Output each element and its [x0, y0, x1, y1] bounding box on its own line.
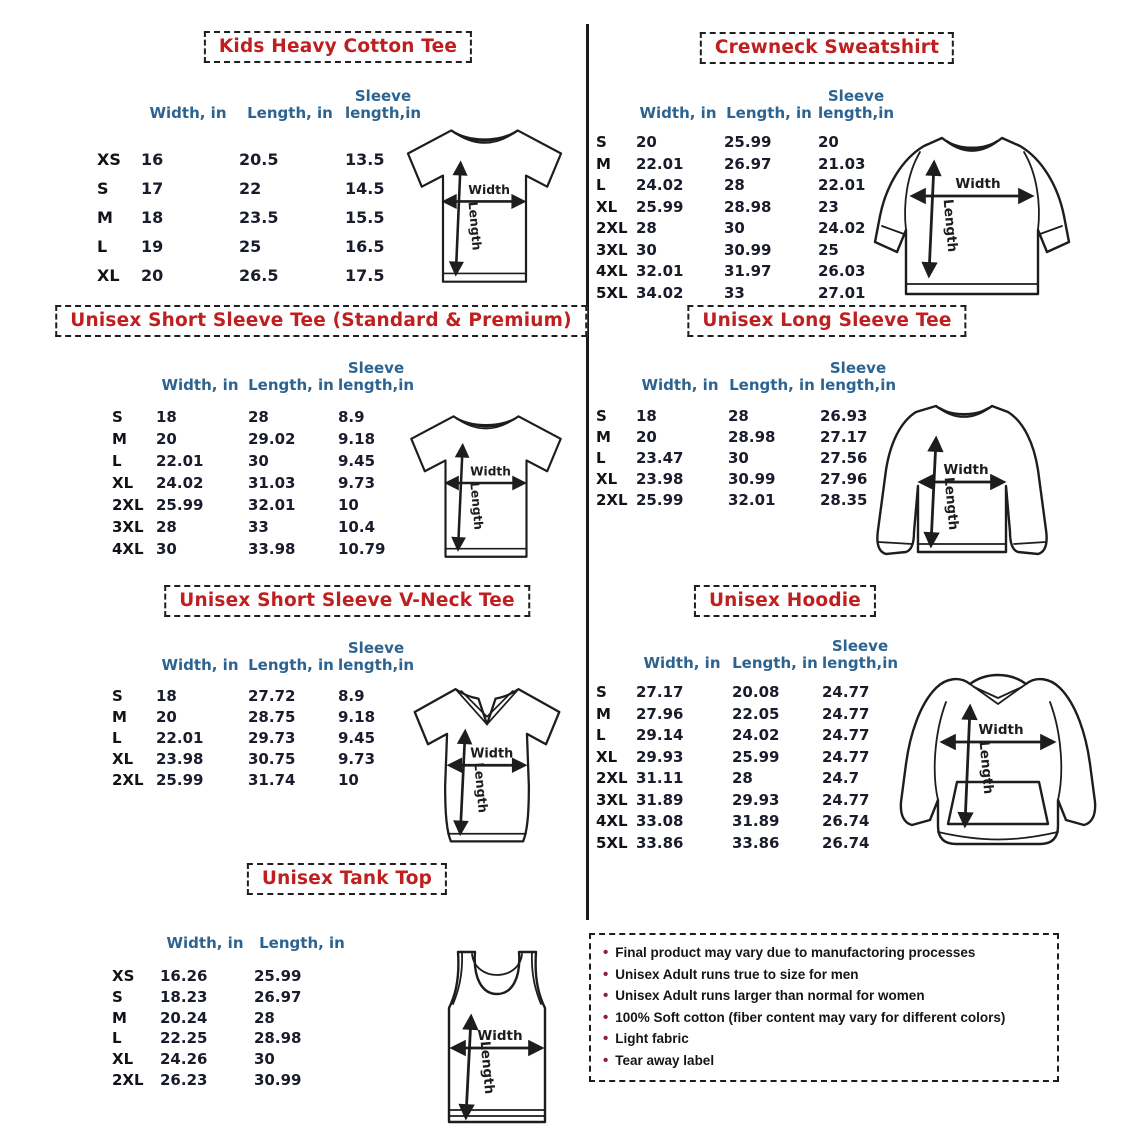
length-arrow-label: Length [465, 200, 485, 251]
size-value: 25.99 [724, 133, 772, 151]
note-text: Tear away label [615, 1052, 715, 1068]
size-value: 17 [141, 179, 164, 198]
section-title: Unisex Long Sleeve Tee [687, 305, 966, 337]
size-value: 29.93 [636, 747, 684, 766]
size-value: 29.93 [732, 790, 780, 809]
column-header: Length, in [726, 104, 812, 122]
size-value: 18.23 [160, 987, 208, 1006]
size-label: XS [97, 150, 121, 169]
size-value: 31.89 [636, 790, 684, 809]
width-arrow-label: Width [477, 1028, 523, 1044]
header-gap [108, 676, 416, 686]
hoodie-illustration [882, 658, 1114, 860]
size-value: 24.77 [822, 704, 870, 723]
size-value: 25.99 [156, 496, 204, 514]
size-label: S [97, 179, 109, 198]
column-header: Sleeve length,in [337, 359, 415, 394]
tee-illustration [396, 400, 576, 565]
column-header: Sleeve length,in [344, 87, 422, 122]
size-value: 20 [141, 266, 164, 285]
size-label: 2XL [112, 1070, 144, 1089]
column-header: Sleeve length,in [821, 637, 899, 672]
size-value: 22.01 [156, 729, 204, 747]
size-value: 20 [818, 133, 839, 151]
size-value: 31.89 [732, 812, 780, 830]
size-value: 24.02 [732, 726, 780, 744]
size-value: 26.03 [818, 262, 866, 280]
size-value: 33.98 [248, 540, 296, 558]
size-label: M [596, 428, 611, 446]
size-value: 33.86 [636, 833, 684, 852]
note-item [603, 1029, 1047, 1050]
tank-top-illustration [418, 946, 576, 1124]
size-value: 14.5 [345, 179, 385, 198]
corner-cell [93, 82, 139, 124]
header-gap [108, 954, 352, 966]
column-header: Width, in [161, 656, 239, 674]
size-value: 23.98 [636, 470, 684, 488]
section-title: Unisex Short Sleeve Tee (Standard & Premium) [55, 305, 587, 337]
size-value: 13.5 [345, 150, 385, 169]
size-value: 24.7 [822, 769, 860, 787]
size-label: 3XL [596, 790, 628, 809]
size-value: 25 [818, 240, 839, 259]
size-value: 31.74 [248, 771, 296, 789]
length-arrow-label: Length [470, 761, 490, 814]
size-value: 30 [724, 219, 745, 237]
note-text: Unisex Adult runs true to size for men [615, 966, 859, 982]
size-value: 18 [636, 407, 657, 425]
size-value: 27.56 [820, 449, 868, 467]
size-label: L [97, 237, 108, 256]
size-value: 24.77 [822, 747, 870, 766]
garment-outline [411, 416, 560, 556]
size-value: 10.79 [338, 540, 386, 558]
size-label: S [112, 408, 123, 426]
center-divider-line [586, 24, 589, 920]
size-label: L [596, 176, 606, 194]
corner-cell [592, 630, 634, 674]
garment-outline [408, 130, 561, 281]
size-value: 10 [338, 771, 359, 789]
length-arrow-label: Length [476, 1040, 498, 1095]
size-label: M [596, 704, 611, 723]
size-value: 15.5 [345, 208, 385, 227]
size-value: 27.17 [636, 683, 684, 701]
size-value: 16.5 [345, 237, 385, 256]
size-value: 22 [239, 179, 262, 198]
size-value: 28 [156, 518, 177, 536]
bullet-icon: • [603, 965, 609, 983]
size-label: M [112, 708, 127, 726]
column-header: Width, in [641, 376, 719, 394]
note-item [603, 943, 1047, 964]
corner-cell [108, 910, 158, 954]
size-value: 9.73 [338, 750, 376, 768]
length-arrow-label: Length [940, 476, 962, 531]
size-value: 26.97 [254, 987, 302, 1006]
size-value: 24.02 [818, 219, 866, 237]
size-label: 3XL [596, 240, 628, 259]
width-arrow-label: Width [468, 182, 510, 198]
section-title: Unisex Short Sleeve V-Neck Tee [164, 585, 530, 617]
size-label: 5XL [596, 833, 628, 852]
size-label: XL [112, 474, 134, 492]
product-notes-box [589, 933, 1059, 1082]
note-text: Final product may vary due to manufactoring processes [615, 945, 976, 960]
width-arrow-label: Width [955, 176, 1001, 192]
column-header: Width, in [639, 104, 717, 122]
size-value: 27.17 [820, 428, 868, 446]
size-label: L [596, 726, 606, 744]
length-arrow-label: Length [939, 198, 961, 253]
size-value: 9.18 [338, 430, 376, 448]
width-arrow-label: Width [978, 722, 1024, 738]
crewneck-illustration [862, 126, 1082, 304]
size-value: 26.5 [239, 266, 279, 285]
size-value: 16 [141, 150, 164, 169]
size-value: 17.5 [345, 266, 385, 285]
section-title: Unisex Hoodie [694, 585, 876, 617]
size-value: 26.23 [160, 1070, 208, 1089]
size-value: 25.99 [636, 491, 684, 509]
size-value: 30.75 [248, 750, 296, 768]
corner-cell [108, 352, 154, 396]
size-value: 34.02 [636, 283, 684, 302]
size-value: 26.93 [820, 407, 868, 425]
column-header: Width, in [149, 104, 227, 122]
header-gap [93, 124, 423, 145]
size-value: 30 [254, 1050, 275, 1069]
size-value: 24.02 [636, 176, 684, 194]
size-label: 4XL [596, 812, 628, 830]
size-label: S [596, 407, 607, 425]
size-label: XL [112, 750, 134, 768]
size-label: S [112, 987, 123, 1006]
size-value: 25 [239, 237, 262, 256]
size-value: 22.01 [818, 176, 866, 194]
note-item [603, 986, 1047, 1007]
size-value: 28.98 [728, 428, 776, 446]
note-text: 100% Soft cotton (fiber content may vary for different colors) [615, 1009, 1006, 1025]
size-value: 9.73 [338, 474, 376, 492]
note-item [603, 1008, 1047, 1029]
bullet-icon: • [603, 944, 609, 961]
garment-outline [901, 675, 1095, 844]
size-label: L [112, 729, 122, 747]
size-label: S [596, 133, 607, 151]
size-value: 33 [248, 518, 269, 536]
size-value: 30 [248, 452, 269, 470]
size-value: 9.45 [338, 729, 376, 747]
width-arrow-label: Width [943, 462, 989, 478]
size-value: 31.11 [636, 769, 684, 787]
section-title: Kids Heavy Cotton Tee [204, 31, 472, 63]
size-value: 27.96 [820, 470, 868, 488]
size-label: XL [596, 747, 618, 766]
size-value: 25.99 [156, 771, 204, 789]
size-value: 18 [156, 687, 177, 705]
size-value: 25.99 [732, 747, 780, 766]
size-label: 2XL [112, 771, 144, 789]
header-gap [108, 396, 416, 406]
size-value: 28 [248, 408, 269, 426]
size-label: XL [97, 266, 120, 285]
size-value: 10 [338, 496, 359, 514]
size-label: M [97, 208, 113, 227]
size-value: 26.97 [724, 154, 772, 173]
size-value: 23.5 [239, 208, 279, 227]
size-value: 18 [156, 408, 177, 426]
size-label: XL [596, 470, 618, 488]
size-value: 28.75 [248, 708, 296, 726]
garment-outline [875, 138, 1069, 294]
size-value: 23.98 [156, 750, 204, 768]
column-header: Length, in [732, 654, 818, 672]
size-table [592, 80, 896, 304]
size-value: 26.74 [822, 812, 870, 830]
size-value: 16.26 [160, 967, 208, 985]
size-value: 33.86 [732, 833, 780, 852]
size-value: 8.9 [338, 408, 365, 426]
bullet-icon: • [603, 1051, 609, 1069]
size-value: 22.01 [156, 452, 204, 470]
column-header: Sleeve length,in [819, 359, 897, 394]
size-value: 32.01 [248, 496, 296, 514]
size-label: 4XL [596, 262, 628, 280]
size-value: 24.26 [160, 1050, 208, 1069]
size-value: 29.73 [248, 729, 296, 747]
size-label: 5XL [596, 283, 628, 302]
size-value: 26.74 [822, 833, 870, 852]
header-gap [592, 674, 900, 682]
size-value: 10.4 [338, 518, 376, 536]
bullet-icon: • [603, 1008, 609, 1026]
section-title: Unisex Tank Top [247, 863, 447, 895]
size-value: 30.99 [728, 470, 776, 488]
column-header: Length, in [248, 656, 334, 674]
size-table [108, 632, 416, 791]
size-label: M [596, 154, 611, 173]
size-value: 21.03 [818, 154, 866, 173]
size-value: 30.99 [724, 240, 772, 259]
size-value: 8.9 [338, 687, 365, 705]
size-value: 24.77 [822, 726, 870, 744]
size-table [108, 352, 416, 560]
size-label: 4XL [112, 540, 144, 558]
size-label: L [596, 449, 606, 467]
size-label: S [112, 687, 123, 705]
corner-cell [592, 80, 634, 124]
long-sleeve-tee-illustration [852, 396, 1080, 568]
size-label: 3XL [112, 518, 144, 536]
size-label: XL [596, 197, 618, 216]
size-value: 28 [732, 769, 753, 787]
size-value: 18 [141, 208, 164, 227]
column-header: Width, in [643, 654, 721, 672]
garment-outline [877, 406, 1046, 554]
corner-cell [108, 632, 154, 676]
size-label: 2XL [596, 491, 628, 509]
size-value: 31.03 [248, 474, 296, 492]
bullet-icon: • [603, 1030, 609, 1047]
size-value: 20 [636, 133, 657, 151]
size-label: 2XL [596, 769, 628, 787]
size-value: 9.45 [338, 452, 376, 470]
size-value: 28 [724, 176, 745, 194]
size-value: 9.18 [338, 708, 376, 726]
column-header: Length, in [259, 934, 345, 952]
size-value: 22.05 [732, 704, 780, 723]
size-label: S [596, 683, 607, 701]
column-header: Length, in [729, 376, 815, 394]
size-table [592, 630, 900, 854]
size-label: XS [112, 967, 135, 985]
width-arrow-label: Width [470, 464, 511, 479]
size-value: 27.72 [248, 687, 296, 705]
length-arrow-label: Length [467, 481, 486, 531]
size-value: 28.98 [254, 1029, 302, 1048]
size-value: 20 [636, 428, 657, 446]
size-value: 22.01 [636, 154, 684, 173]
size-value: 30.99 [254, 1070, 302, 1089]
column-header: Sleeve length,in [337, 639, 415, 674]
size-value: 20 [156, 708, 177, 726]
size-value: 29.02 [248, 430, 296, 448]
size-value: 28 [636, 219, 657, 237]
header-gap [592, 124, 896, 132]
size-label: L [112, 1029, 122, 1048]
size-value: 22.25 [160, 1029, 208, 1048]
size-table [93, 82, 423, 290]
column-header: Length, in [248, 376, 334, 394]
size-value: 27.01 [818, 283, 866, 302]
size-value: 33 [724, 283, 745, 302]
size-label: XL [112, 1050, 134, 1069]
size-value: 30 [156, 540, 177, 558]
size-value: 30 [728, 449, 749, 467]
size-value: 24.77 [822, 790, 870, 809]
size-value: 20.24 [160, 1008, 208, 1027]
note-text: Light fabric [615, 1031, 689, 1046]
size-value: 28.98 [724, 197, 772, 216]
size-value: 20 [156, 430, 177, 448]
corner-cell [592, 352, 634, 396]
size-value: 23.47 [636, 449, 684, 467]
width-arrow-label: Width [470, 746, 514, 762]
size-value: 27.96 [636, 704, 684, 723]
length-arrow-label: Length [975, 740, 997, 795]
note-text: Unisex Adult runs larger than normal for women [615, 988, 925, 1003]
size-value: 33.08 [636, 812, 684, 830]
size-value: 24.02 [156, 474, 204, 492]
size-label: M [112, 1008, 127, 1027]
size-value: 25.99 [636, 197, 684, 216]
column-header: Width, in [161, 376, 239, 394]
size-value: 25.99 [254, 967, 302, 985]
size-value: 31.97 [724, 262, 772, 280]
size-value: 28 [728, 407, 749, 425]
note-item [603, 1051, 1047, 1072]
note-item [603, 965, 1047, 986]
size-value: 20.08 [732, 683, 780, 701]
column-header: Sleeve length,in [817, 87, 895, 122]
column-header: Length, in [247, 104, 333, 122]
size-value: 32.01 [636, 262, 684, 280]
size-value: 28 [254, 1008, 275, 1027]
column-header: Width, in [166, 934, 244, 952]
size-label: M [112, 430, 127, 448]
tee-illustration [392, 112, 577, 290]
section-title: Crewneck Sweatshirt [700, 32, 954, 64]
size-value: 23 [818, 197, 839, 216]
size-value: 30 [636, 240, 657, 259]
size-value: 19 [141, 237, 164, 256]
size-value: 24.77 [822, 683, 870, 701]
size-table [108, 910, 352, 1091]
v-neck-tee-illustration [398, 672, 576, 848]
size-value: 20.5 [239, 150, 279, 169]
size-value: 28.35 [820, 491, 868, 509]
size-label: 2XL [112, 496, 144, 514]
size-label: L [112, 452, 122, 470]
size-label: 2XL [596, 219, 628, 237]
bullet-icon: • [603, 987, 609, 1004]
size-value: 29.14 [636, 726, 684, 744]
size-value: 32.01 [728, 491, 776, 509]
